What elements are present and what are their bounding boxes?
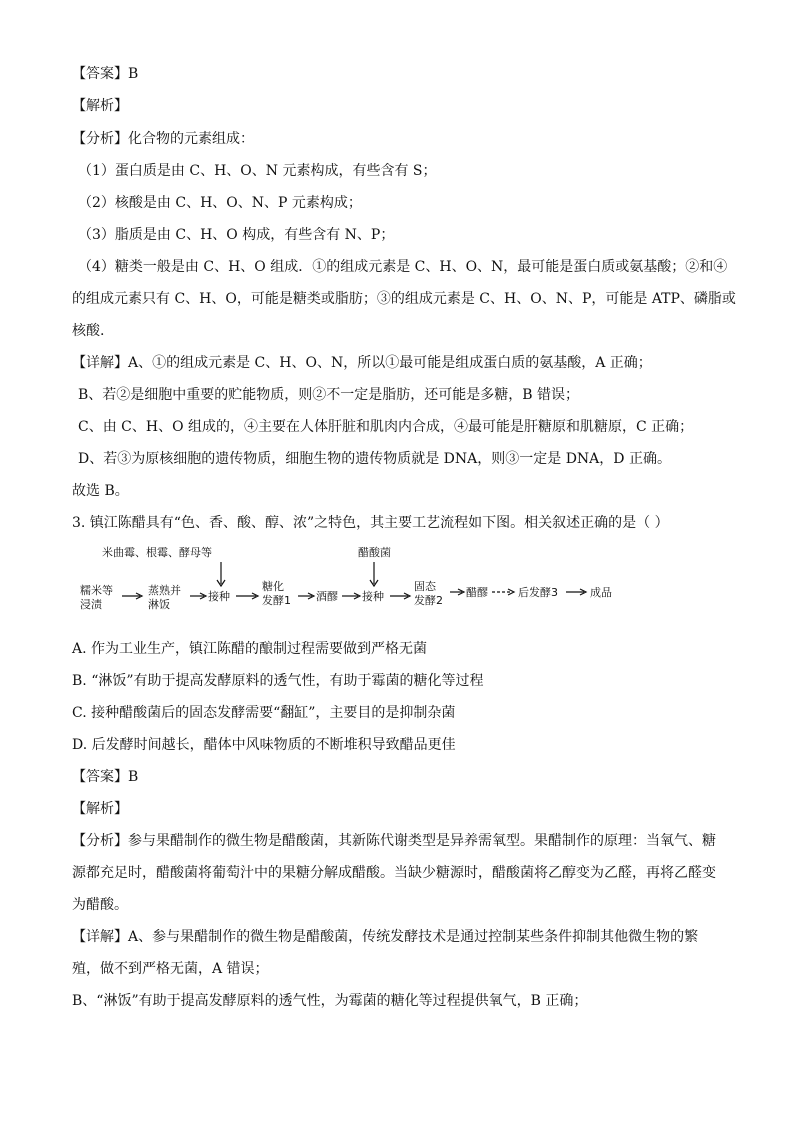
detail-q3-a: 【详解】A、参与果醋制作的微生物是醋酸菌，传统发酵技术是通过控制某些条件抑制其他微生物的繁	[72, 929, 699, 945]
flow-node-9: 后发酵3	[518, 586, 558, 599]
question-3-stem: 3. 镇江陈醋具有“色、香、酸、醇、浓”之特色，其主要工艺流程如下图。相关叙述正确的是（ ）	[72, 515, 669, 531]
flow-node-1a: 糯米等	[80, 584, 113, 597]
conclusion: 故选 B。	[72, 483, 129, 499]
detail-d: D、若③为原核细胞的遗传物质，细胞生物的遗传物质就是 DNA，则③一定是 DNA，D 正确。	[78, 451, 671, 467]
jiexi-label-q3: 【解析】	[72, 801, 128, 817]
detail-c: C、由 C、H、O 组成的，④主要在人体肝脏和肌肉内合成，④最可能是肝糖原和肌糖原，C 正确；	[78, 419, 694, 435]
analysis-q3-l3: 为醋酸。	[72, 897, 128, 913]
flow-node-2a: 蒸熟并	[148, 584, 181, 597]
option-d: D. 后发酵时间越长，醋体中风味物质的不断堆积导致醋品更佳	[72, 737, 456, 753]
analysis-item-1: （1）蛋白质是由 C、H、O、N 元素构成，有些含有 S；	[78, 163, 437, 179]
jiexi-label: 【解析】	[72, 98, 128, 114]
flow-node-8: 醋醪	[466, 586, 488, 599]
answer-q3: 【答案】B	[72, 769, 139, 785]
analysis-item-4-end: 核酸.	[72, 323, 105, 339]
analysis-q3-l2: 源都充足时，醋酸菌将葡萄汁中的果糖分解成醋酸。当缺少糖源时，醋酸菌将乙醇变为乙醛，再将乙醛变	[72, 865, 716, 881]
option-c: C. 接种醋酸菌后的固态发酵需要“翻缸”，主要目的是抑制杂菌	[72, 705, 456, 721]
analysis-heading: 【分析】化合物的元素组成：	[72, 131, 254, 147]
flow-node-6: 接种	[362, 590, 384, 603]
analysis-item-4-cont: 的组成元素只有 C、H、O，可能是糖类或脂肪；③的组成元素是 C、H、O、N、P，可能是 ATP、磷脂或	[72, 291, 736, 307]
detail-a: 【详解】A、①的组成元素是 C、H、O、N，所以①最可能是组成蛋白质的氨基酸，A 正确；	[72, 355, 652, 371]
flow-node-1b: 浸渍	[80, 598, 102, 611]
flow-node-7a: 固态	[414, 580, 436, 593]
option-b: B. “淋饭”有助于提高发酵原料的透气性，有助于霉菌的糖化等过程	[72, 673, 484, 689]
option-a: A. 作为工业生产，镇江陈醋的酿制过程需要做到严格无菌	[72, 641, 428, 657]
flow-node-3: 接种	[208, 590, 230, 603]
analysis-q3-l1: 【分析】参与果醋制作的微生物是醋酸菌，其新陈代谢类型是异养需氧型。果醋制作的原理：当氧气、糖	[72, 833, 716, 849]
process-flow-diagram	[76, 544, 636, 624]
analysis-item-4: （4）糖类一般是由 C、H、O 组成．①的组成元素是 C、H、O、N，最可能是蛋白质或氨基酸；②和④	[78, 259, 728, 275]
detail-b: B、若②是细胞中重要的贮能物质，则②不一定是脂肪，还可能是多糖，B 错误；	[78, 387, 580, 403]
flow-node-7b: 发酵2	[414, 594, 443, 607]
flow-top-label-1: 米曲霉、根霉、酵母等	[102, 546, 212, 559]
analysis-item-2: （2）核酸是由 C、H、O、N、P 元素构成；	[78, 195, 362, 211]
flow-node-2b: 淋饭	[148, 598, 170, 611]
analysis-item-3: （3）脂质是由 C、H、O 构成，有些含有 N、P；	[78, 227, 395, 243]
detail-q3-b: B、“淋饭”有助于提高发酵原料的透气性，为霉菌的糖化等过程提供氧气，B 正确；	[72, 993, 588, 1009]
flow-node-5: 酒醪	[316, 590, 338, 603]
flow-node-4b: 发酵1	[262, 594, 291, 607]
flow-node-4a: 糖化	[262, 580, 284, 593]
flow-node-10: 成品	[590, 586, 612, 599]
detail-q3-a-cont: 殖，做不到严格无菌，A 错误；	[72, 961, 269, 977]
flow-top-label-2: 醋酸菌	[358, 546, 391, 559]
answer-q2: 【答案】B	[72, 66, 139, 82]
